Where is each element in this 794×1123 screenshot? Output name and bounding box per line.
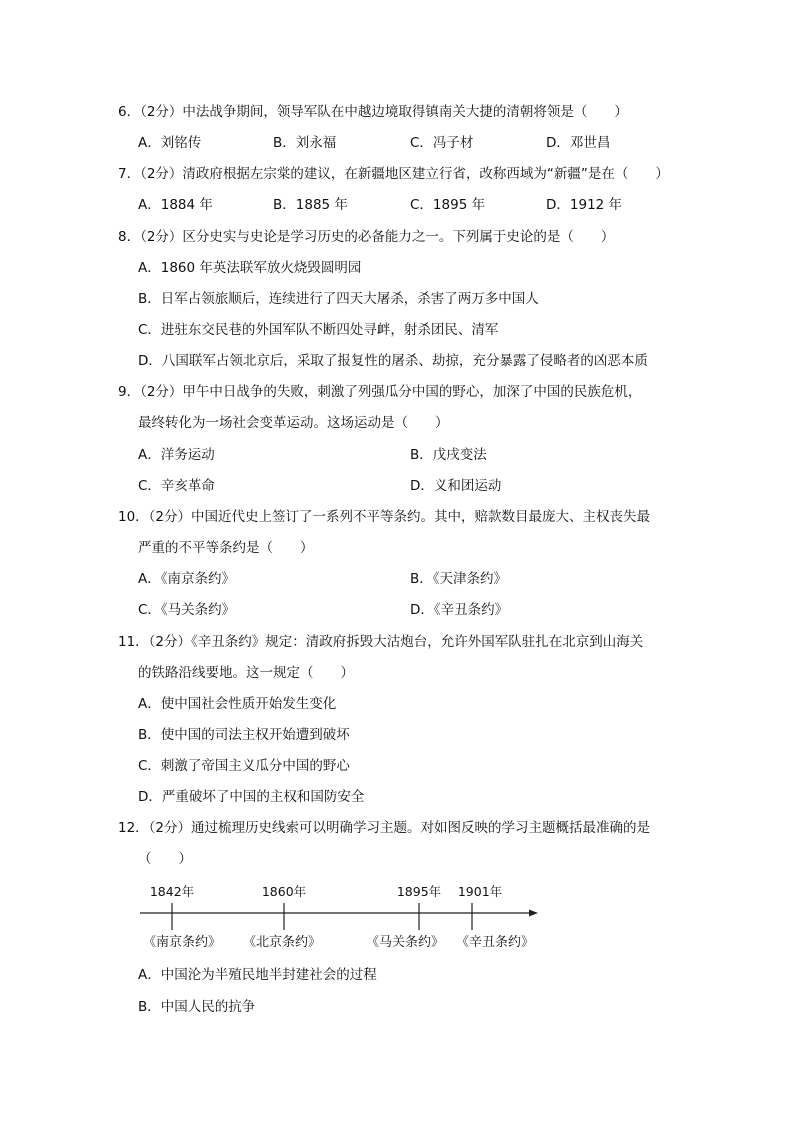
q11-option-c: C．刺激了帝国主义瓜分中国的野心: [138, 758, 350, 774]
q10-option-b: B．《天津条约》: [410, 571, 508, 587]
q6-option-c: C．冯子材: [410, 135, 474, 151]
q7-option-c: C．1895 年: [410, 197, 486, 213]
q9-option-d: D．义和团运动: [410, 478, 502, 494]
q9-option-b: B．戊戌变法: [410, 447, 487, 463]
timeline-treaty-beijing: 《北京条约》: [242, 935, 322, 950]
q12-stem-line-1: 12．（2分）通过梳理历史线索可以明确学习主题。对如图反映的学习主题概括最准确的是: [118, 820, 651, 836]
q7-option-d: D．1912 年: [546, 197, 623, 213]
q8-option-d: D．八国联军占领北京后，采取了报复性的屠杀、劫掠，充分暴露了侵略者的凶恶本质: [138, 353, 648, 369]
q10-option-c: C．《马关条约》: [138, 602, 236, 618]
timeline-treaty-nanjing: 《南京条约》: [142, 935, 222, 950]
q8-option-a: A．1860 年英法联军放火烧毁圆明园: [138, 260, 362, 276]
q11-stem-line-1: 11．（2分）《辛丑条约》规定：清政府拆毁大沽炮台，允许外国军队驻扎在北京到山海关: [118, 634, 644, 650]
q11-option-b: B．使中国的司法主权开始遭到破坏: [138, 727, 350, 743]
q10-stem-line-1: 10．（2分）中国近代史上签订了一系列不平等条约。其中，赔款数目最庞大、主权丧失最: [118, 509, 651, 525]
timeline-year-1901: 1901年: [457, 884, 503, 899]
timeline-diagram: [138, 880, 558, 956]
timeline-treaty-xinchou: 《辛丑条约》: [455, 935, 535, 950]
q11-option-a: A．使中国社会性质开始发生变化: [138, 696, 337, 712]
q12-option-a: A．中国沦为半殖民地半封建社会的过程: [138, 967, 377, 983]
q7-stem: 7．（2分）清政府根据左宗棠的建议，在新疆地区建立行省，改称西域为“新疆”是在（ ）: [118, 166, 669, 182]
q7-option-a: A．1884 年: [138, 197, 213, 213]
q11-option-d: D．严重破坏了中国的主权和国防安全: [138, 789, 365, 805]
q7-option-b: B．1885 年: [273, 197, 348, 213]
timeline-arrow: [529, 910, 538, 917]
q12-stem-line-2: （ ）: [138, 851, 192, 867]
q6-option-a: A．刘铭传: [138, 135, 202, 151]
q8-stem: 8．（2分）区分史实与史论是学习历史的必备能力之一。下列属于史论的是（ ）: [118, 229, 615, 245]
timeline-year-1842: 1842年: [149, 884, 195, 899]
q8-option-b: B．日军占领旅顺后，连续进行了四天大屠杀，杀害了两万多中国人: [138, 291, 539, 307]
timeline-year-1895: 1895年: [396, 884, 442, 899]
q8-option-c: C．进驻东交民巷的外国军队不断四处寻衅，射杀团民、清军: [138, 322, 499, 338]
q10-option-d: D．《辛丑条约》: [410, 602, 509, 618]
q9-stem-line-2: 最终转化为一场社会变革运动。这场运动是（ ）: [138, 415, 449, 431]
q9-option-c: C．辛亥革命: [138, 478, 215, 494]
q9-stem-line-1: 9．（2分）甲午中日战争的失败，刺激了列强瓜分中国的野心，加深了中国的民族危机，: [118, 384, 642, 400]
timeline-treaty-maguan: 《马关条约》: [365, 935, 445, 950]
q12-option-b: B．中国人民的抗争: [138, 999, 256, 1015]
q11-stem-line-2: 的铁路沿线要地。这一规定（ ）: [138, 665, 354, 681]
q10-stem-line-2: 严重的不平等条约是（ ）: [138, 540, 314, 556]
q6-option-b: B．刘永福: [273, 135, 337, 151]
timeline-year-1860: 1860年: [261, 884, 307, 899]
q9-option-a: A．洋务运动: [138, 447, 215, 463]
q6-stem: 6．（2分）中法战争期间，领导军队在中越边境取得镇南关大捷的清朝将领是（ ）: [118, 104, 628, 120]
q6-option-d: D．邓世昌: [546, 135, 611, 151]
q10-option-a: A．《南京条约》: [138, 571, 235, 587]
